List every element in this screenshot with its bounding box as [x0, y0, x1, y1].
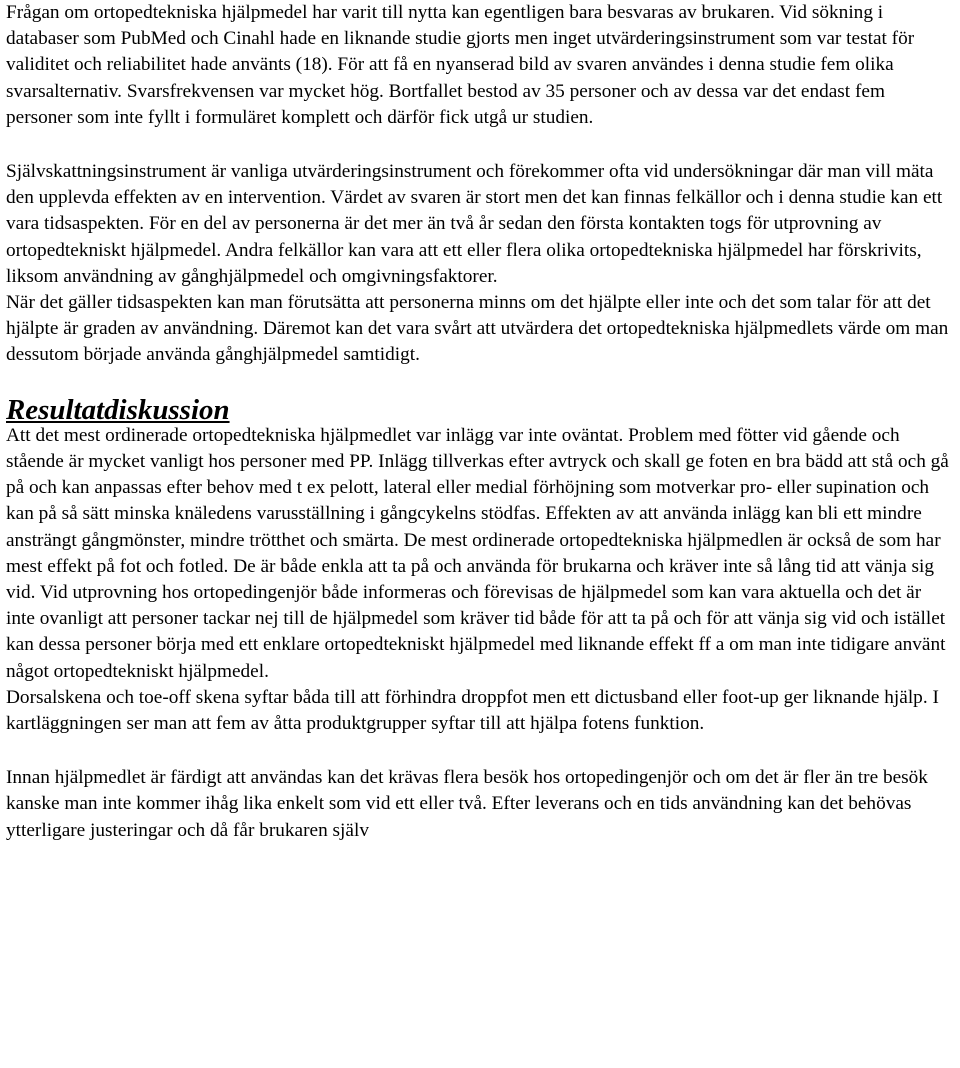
paragraph-spacer	[6, 369, 954, 397]
document-page	[6, 0, 954, 844]
paragraph-self-assessment: Självskattningsinstrument är vanliga utvärderingsinstrument och förekommer ofta vid undersökningar där man vill mäta den upplevda effekten av en intervention. Värdet av svaren är stort men det kan finnas felkällor och i denna studie kan ett vara tidsaspekten. För en del av personerna är det mer än två år sedan den första kontakten togs för utprovning av ortopedtekniskt hjälpmedel. Andra felkällor kan vara att ett eller flera olika ortopedtekniska hjälpmedel har förskrivits, liksom användning av gånghjälpmedel och omgivningsfaktorer.	[6, 161, 943, 287]
paragraph-survey-answers: Frågan om ortopedtekniska hjälpmedel har varit till nytta kan egentligen bara besvaras av brukaren. Vid sökning i databaser som PubMed och Cinahl hade en liknande studie gjorts men inget utvärderingsinstrument som var testat för validitet och reliabilitet hade använts (18). För att få en nyanserad bild av svaren användes i denna studie fem olika svarsalternativ. Svarsfrekvensen var mycket hög. Bortfallet bestod av 35 personer och av dessa var det endast fem personer som inte fyllt i formuläret komplett och därför fick utgå ur studien.	[6, 2, 915, 128]
paragraph-spacer	[6, 737, 954, 765]
paragraph-insoles: Att det mest ordinerade ortopedtekniska hjälpmedlet var inlägg var inte oväntat. Problem med fötter vid gående och stående är mycket vanligt hos personer med PP. Inlägg tillverkas efter avtryck och skall ge foten en bra bädd att stå och gå på och kan anpassas efter behov med t ex pelott, lateral eller medial förhöjning som motverkar pro- eller supination och kan på så sätt minska knäledens varusställning i gångcykelns stödfas. Effekten av att använda inlägg kan bli ett mindre ansträngt gångmönster, mindre trötthet och smärta. De mest ordinerade ortopedtekniska hjälpmedlen är också de som har mest effekt på fot och fotled. De är både enkla att ta på och använda för brukarna och kräver inte så lång tid att vänja sig vid. Vid utprovning hos ortopedingenjör både informeras och förevisas de hjälpmedel som kan vara aktuella och det är inte ovanligt att personer tackar nej till de hjälpmedel som kräver tid både för att ta på och för att vänja sig vid och istället kan dessa personer börja med ett enklare ortopedtekniskt hjälpmedel med liknande effekt ff a om man inte tidigare använt något ortopedtekniskt hjälpmedel.	[6, 424, 949, 682]
paragraph-visits: Innan hjälpmedlet är färdigt att användas kan det krävas flera besök hos ortopedingenjör och om det är fler än tre besök kanske man inte kommer ihåg lika enkelt som vid ett eller två. Efter leverans och en tids användning kan det behövas ytterligare justeringar och då får brukaren själv	[6, 767, 928, 841]
paragraph-dorsal-splint: Dorsalskena och toe-off skena syftar båda till att förhindra droppfot men ett dictusband eller foot-up ger liknande hjälp. I kartläggningen ser man att fem av åtta produktgrupper syftar till att hjälpa fotens funktion.	[6, 686, 939, 735]
section-heading: Resultatdiskussion	[6, 393, 230, 426]
paragraph-time-aspect: När det gäller tidsaspekten kan man förutsätta att personerna minns om det hjälpte eller inte och det som talar för att det hjälpte är graden av användning. Däremot kan det vara svårt att utvärdera det ortopedtekniska hjälpmedlets värde om man dessutom började använda gånghjälpmedel samtidigt.	[6, 292, 949, 366]
paragraph-spacer	[6, 131, 954, 159]
